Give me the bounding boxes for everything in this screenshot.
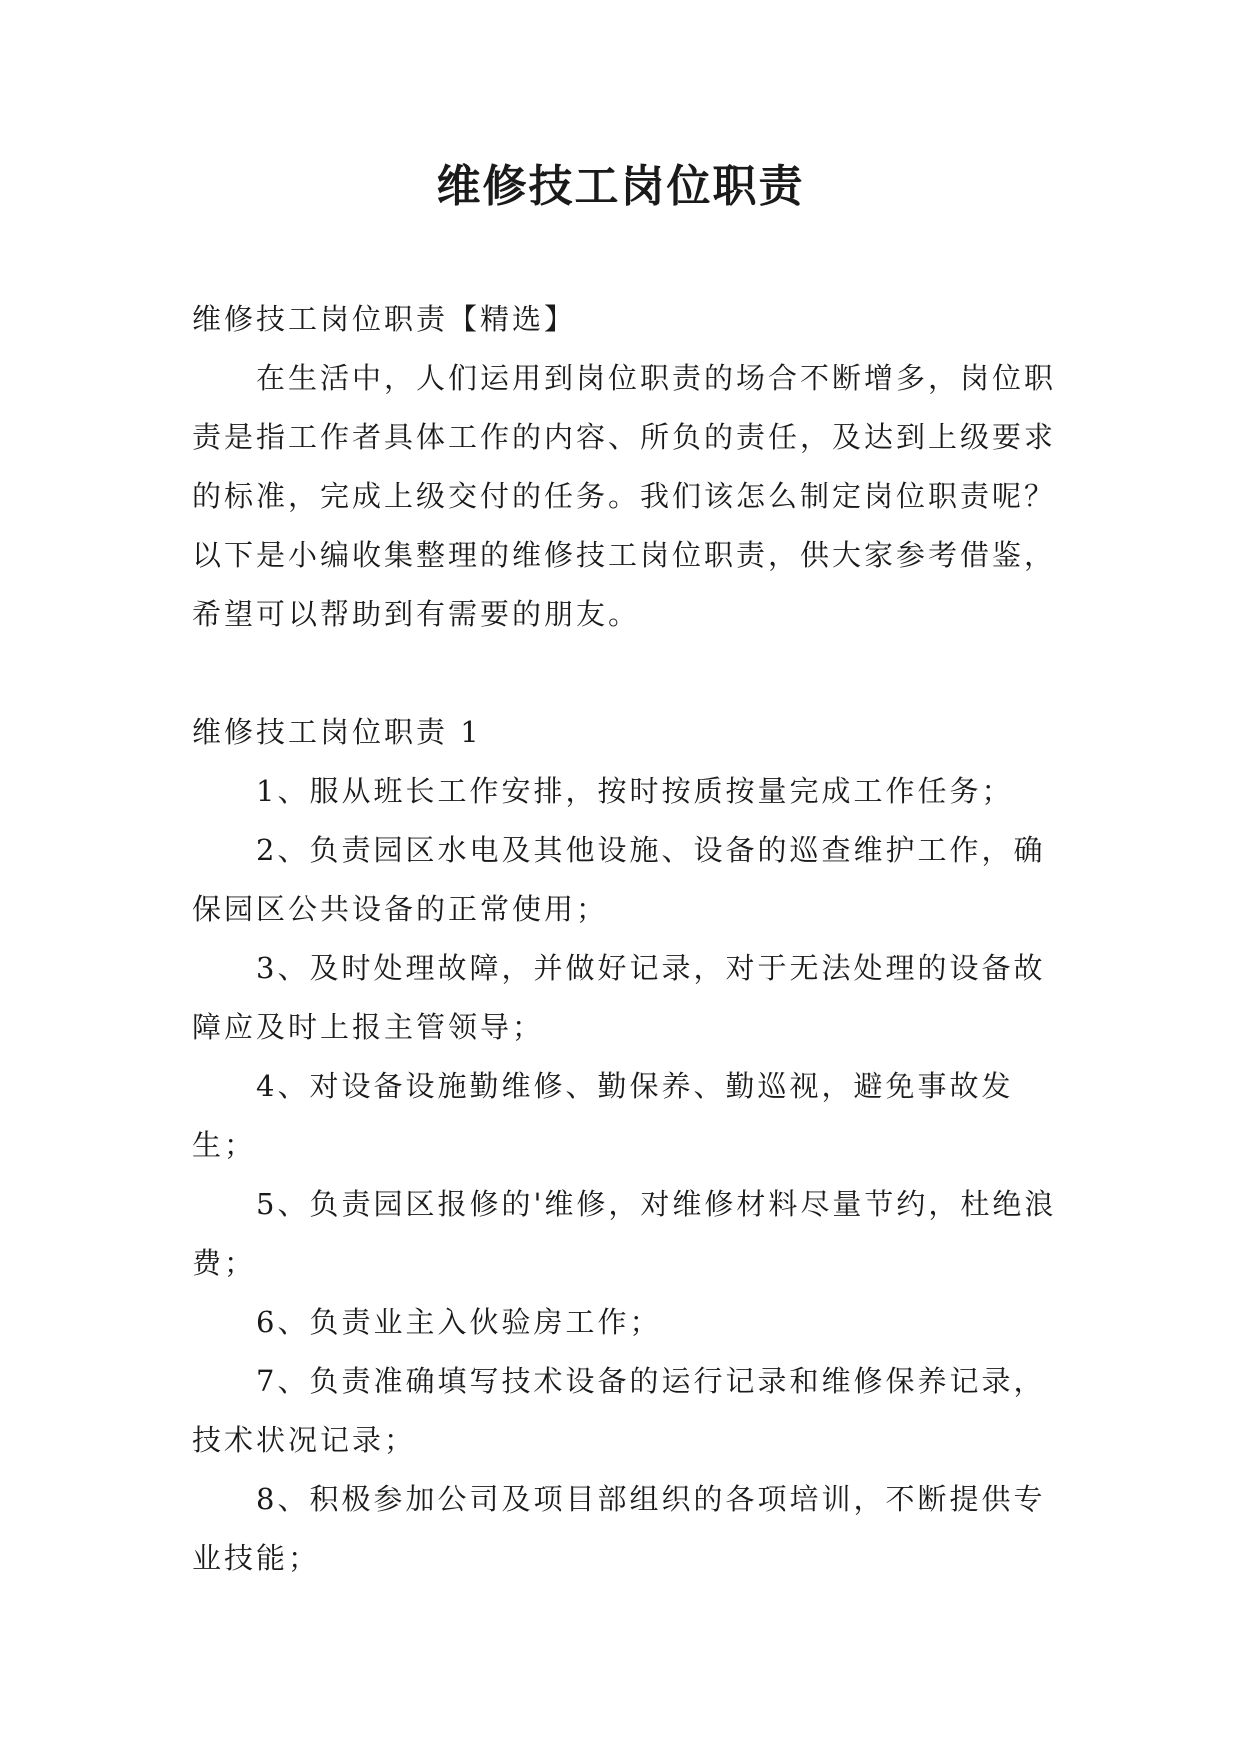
subtitle: 维修技工岗位职责【精选】 [192, 302, 577, 336]
duty-item-7: 7、负责准确填写技术设备的运行记录和维修保养记录，技术状况记录； [192, 1364, 1046, 1457]
document-title: 维修技工岗位职责 [436, 161, 805, 212]
document-body [192, 290, 1064, 1588]
duty-item-2: 2、负责园区水电及其他设施、设备的巡查维护工作，确保园区公共设备的正常使用； [192, 833, 1046, 926]
duty-item-6: 6、负责业主入伙验房工作； [256, 1305, 662, 1339]
duty-item-1: 1、服从班长工作安排，按时按质按量完成工作任务； [256, 774, 1014, 808]
intro-paragraph: 在生活中，人们运用到岗位职责的场合不断增多，岗位职责是指工作者具体工作的内容、所负的责任，及达到上级要求的标准，完成上级交付的任务。我们该怎么制定岗位职责呢？以下是小编收集整理的维修技工岗位职责，供大家参考借鉴，希望可以帮助到有需要的朋友。 [192, 361, 1057, 631]
section-heading: 维修技工岗位职责 1 [192, 715, 482, 749]
duty-item-4: 4、对设备设施勤维修、勤保养、勤巡视，避免事故发生； [192, 1069, 1014, 1162]
duty-item-5: 5、负责园区报修的'维修，对维修材料尽量节约，杜绝浪费； [192, 1187, 1057, 1280]
duty-item-3: 3、及时处理故障，并做好记录，对于无法处理的设备故障应及时上报主管领导； [192, 951, 1046, 1044]
spacer [192, 644, 1064, 703]
duty-item-8: 8、积极参加公司及项目部组织的各项培训，不断提供专业技能； [192, 1482, 1046, 1575]
